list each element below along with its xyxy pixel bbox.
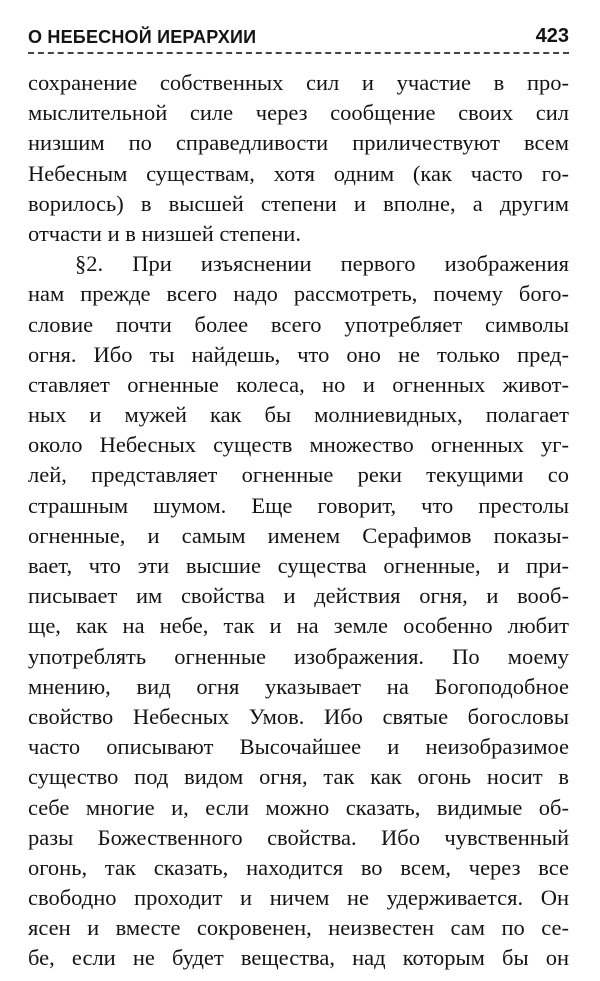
text-line: ворилось) в высшей степени и вполне, а другим (28, 190, 569, 216)
text-line: огонь, так сказать, находится во всем, через все (28, 854, 569, 880)
text-line: сохранение собственных сил и участие в про- (28, 70, 569, 95)
text-line: мыслительной силе через сообщение своих сил (28, 100, 569, 126)
text-line: ставляет огненные колеса, но и огненных живот- (28, 371, 569, 397)
text-line: §2. При изъяснении первого изображения (75, 251, 569, 277)
chapter-title: О НЕБЕСНОЙ ИЕРАРХИИ (28, 27, 257, 47)
text-line: себе многие и, если можно сказать, видимые об- (28, 794, 569, 820)
text-line: ясен и вместе сокровенен, неизвестен сам по се- (28, 915, 569, 941)
text-line: бе, если не будет вещества, над которым бы он (28, 945, 569, 971)
text-line: страшным шумом. Еще говорит, что престолы (28, 492, 569, 518)
page-number: 423 (535, 25, 569, 47)
text-line: ных и мужей как бы молниевидных, полагает (28, 402, 569, 428)
text-line: разы Божественного свойства. Ибо чувственный (28, 824, 569, 850)
running-header (28, 18, 569, 54)
text-line: лей, представляет огненные реки текущими со (28, 462, 569, 488)
body-text (28, 68, 569, 974)
text-line: отчасти и в низшей степени. (28, 220, 301, 246)
text-line: свойство Небесных Умов. Ибо святые богословы (28, 703, 569, 729)
text-line: нам прежде всего надо рассмотреть, почему бого- (28, 281, 569, 307)
text-line: огня. Ибо ты найдешь, что оно не только пред- (28, 341, 569, 367)
text-line: вает, что эти высшие существа огненные, и при- (28, 553, 569, 578)
text-line: часто описывают Высочайшее и неизобразимое (28, 734, 569, 760)
text-line: огненные, и самым именем Серафимов показы- (28, 522, 569, 548)
text-line: мнению, вид огня указывает на Богоподобное (28, 673, 569, 699)
text-line: низшим по справедливости приличествуют всем (28, 130, 569, 156)
text-line: словие почти более всего употребляет символы (28, 311, 569, 337)
text-line: около Небесных существ множество огненных уг- (28, 432, 569, 458)
text-line: существо под видом огня, так как огонь носит в (28, 764, 569, 790)
text-line: писывает им свойства и действия огня, и вооб- (28, 583, 569, 609)
text-line: Небесным существам, хотя одним (как часто го- (28, 160, 569, 186)
text-line: свободно проходит и ничем не удерживается. Он (28, 885, 569, 911)
text-line: употреблять огненные изображения. По моему (28, 643, 569, 669)
text-line: ще, как на небе, так и на земле особенно любит (28, 613, 569, 639)
